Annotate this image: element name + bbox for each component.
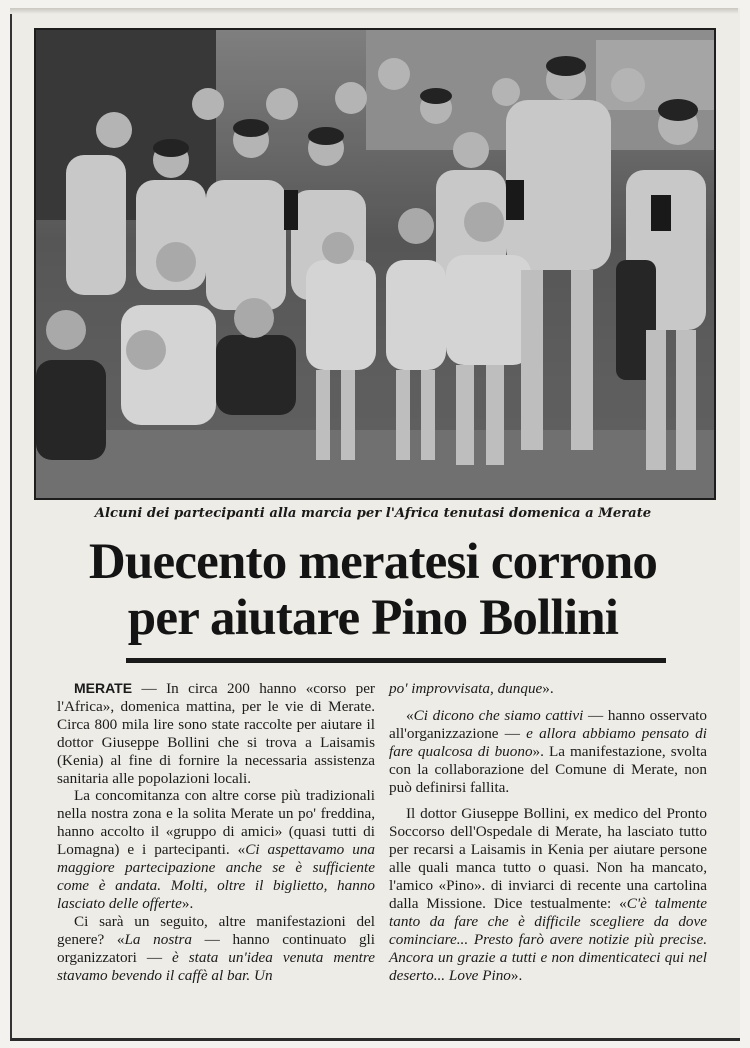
quote-text: La nostra <box>124 930 192 948</box>
headline-line-1: Duecento meratesi corrono <box>88 534 658 590</box>
paragraph-text: — hanno continuato gli organizzatori — <box>57 930 375 966</box>
paragraph <box>389 707 707 797</box>
clipping-torn-edge <box>10 8 738 14</box>
paragraph-text: — hanno osservato all'organizzazione — <box>389 706 708 742</box>
photo-caption: Alcuni dei partecipanti alla marcia per l'Africa tenutasi domenica a Merate <box>94 506 652 521</box>
paragraph-text: ». <box>510 966 523 984</box>
article-column-left <box>57 680 375 984</box>
paragraph-text: ». <box>181 894 194 912</box>
paragraph-text: Il dottor Giuseppe Bollini, ex medico del Pronto Soccorso dell'Ospedale di Merate, ha lasciato tutto per recarsi a Laisamis in Kenia per aiutare persone alle quali manca tutto o quasi. Non ha mancato, l'amico «Pino». di inviarci di recente una cartolina dalla Missione. Dice testualmente: « <box>389 805 707 912</box>
quote-text: è stata un'idea venuta mentre stavamo bevendo il caffè al bar. Un <box>57 948 375 984</box>
group-photo <box>34 28 716 500</box>
paragraph-text: « <box>406 706 414 724</box>
paragraph-lead <box>57 680 375 787</box>
paragraph-text: Ci sarà un seguito, altre manifestazioni del genere? « <box>57 912 375 948</box>
dateline: MERATE <box>74 680 133 696</box>
quote-text: C'è talmente tanto da fare che è difficile scegliere da dove cominciare... Presto farò avere notizie più precise. Ancora un grazie a tutti e non dimenticateci qui nel deserto... Love Pino <box>389 894 707 984</box>
article-column-right <box>389 680 707 985</box>
paragraph-text: ». <box>542 680 554 697</box>
paragraph <box>57 787 375 912</box>
headline-underline <box>126 658 666 663</box>
paragraph-continued <box>389 680 707 698</box>
quote-text: Ci dicono che siamo cattivi <box>413 706 584 724</box>
quote-text: po' improvvisata, dunque <box>389 680 543 697</box>
paragraph-text: — In circa 200 hanno «corso per l'Africa», domenica mattina, per le vie di Merate. Circa 800 mila lire sono state raccolte per aiutare il dottor Giuseppe Bollini che si trova a Laisamis (Kenia) al fine di fornire la necessaria assistenza sanitaria alle popolazioni locali. <box>57 680 375 787</box>
paragraph <box>57 913 375 985</box>
paragraph <box>389 805 707 984</box>
quote-text: e allora abbiamo pensato di fare qualcosa di buono <box>389 724 707 760</box>
quote-text: Ci aspettavamo una maggiore partecipazione anche se è sufficiente come è andata. Molti, oltre il biglietto, hanno lasciato delle offerte <box>57 841 375 912</box>
headline-line-2: per aiutare Pino Bollini <box>127 590 619 646</box>
paragraph-text: ». La manifestazione, svolta con la collaborazione del Comune di Merate, non può definirsi fallita. <box>389 742 707 796</box>
headline <box>34 534 712 646</box>
paragraph-text: La concomitanza con altre corse più tradizionali nella nostra zona e la solita Merate un po' freddina, hanno accolto il «gruppo di amici» (quasi tutti di Lomagna) e i partecipanti. « <box>57 787 375 859</box>
